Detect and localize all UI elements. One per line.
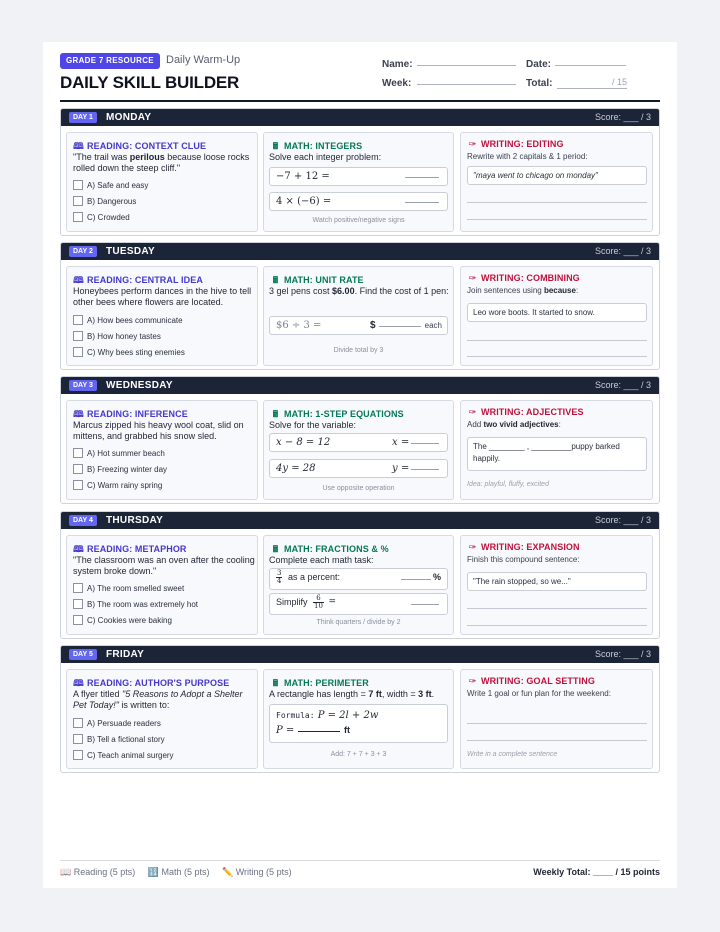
book-icon: 🕮 (73, 409, 84, 419)
answer-line[interactable] (411, 469, 439, 470)
checkbox[interactable] (73, 331, 83, 341)
math-prompt: Solve each integer problem: (269, 152, 382, 162)
day-score: Score: ___ / 3 (594, 515, 651, 525)
legend-writing: ✏️ Writing (5 pts) (222, 867, 292, 877)
answer-option[interactable]: A) Hot summer beach (73, 448, 165, 459)
math-prompt: A rectangle has length = 7 ft, width = 3 ft. (269, 689, 435, 699)
checkbox[interactable] (73, 583, 83, 593)
writing-prompt: Add two vivid adjectives: (467, 420, 561, 429)
writing-line[interactable] (467, 625, 647, 626)
checkbox[interactable] (73, 196, 83, 206)
fraction-three-quarters: 3 4 (277, 569, 282, 586)
answer-line[interactable] (401, 579, 431, 580)
footer-legend (60, 867, 302, 878)
checkbox[interactable] (73, 734, 83, 744)
writing-line[interactable] (467, 202, 647, 203)
week-label: Week: (382, 78, 412, 89)
weekly-total: Weekly Total: ____ / 15 points (533, 867, 660, 877)
day-card-wednesday (60, 376, 660, 504)
header-divider (60, 100, 660, 102)
math-heading: 🖩 MATH: 1-STEP EQUATIONS (270, 407, 404, 423)
calculator-icon: 🖩 (272, 678, 279, 688)
footer-divider (60, 860, 660, 861)
math-problem[interactable]: Formula: P = 2l + 2w P = ft (269, 704, 448, 743)
calculator-icon: 🖩 (272, 275, 279, 285)
week-field[interactable] (417, 84, 516, 85)
reading-prompt: Honeybees perform dances in the hive to tell other bees where flowers are located. (73, 286, 252, 307)
writing-line[interactable] (467, 340, 647, 341)
answer-option[interactable]: C) Teach animal surgery (73, 750, 174, 761)
math-heading: 🖩 MATH: PERIMETER (270, 676, 369, 692)
writing-heading: ✑ WRITING: EDITING (468, 139, 564, 149)
writing-line[interactable] (467, 723, 647, 724)
calculator-icon: 🖩 (272, 141, 279, 151)
day-name: TUESDAY (106, 246, 155, 257)
reading-box (66, 132, 258, 232)
reading-prompt: Marcus zipped his heavy wool coat, slid on mittens, and grabbed his snow sled. (73, 420, 244, 441)
math-heading: 🖩 MATH: INTEGERS (270, 139, 362, 155)
math-hint: Think quarters / divide by 2 (316, 619, 401, 626)
math-prompt: Solve for the variable: (269, 420, 357, 430)
day-score: Score: ___ / 3 (594, 380, 651, 390)
date-field[interactable] (555, 65, 626, 66)
subtitle: Daily Warm-Up (166, 54, 241, 66)
reading-box (66, 535, 258, 635)
checkbox[interactable] (73, 315, 83, 325)
day-chip: DAY 3 (69, 380, 97, 391)
calculator-icon: 🖩 (272, 409, 279, 419)
grade-badge: GRADE 7 RESOURCE (60, 53, 160, 69)
math-problem[interactable]: $6 ÷ 3 = $ each (269, 316, 448, 335)
writing-sample: Leo wore boots. It started to snow. (467, 303, 647, 322)
reading-heading: 🕮 READING: CENTRAL IDEA (73, 273, 203, 289)
total-label: Total: (526, 78, 553, 89)
writing-hint: Idea: playful, fluffy, excited (467, 481, 549, 488)
day-card-friday (60, 645, 660, 773)
writing-heading: ✑ WRITING: GOAL SETTING (468, 676, 595, 686)
day-chip: DAY 1 (69, 112, 97, 123)
date-label: Date: (526, 59, 552, 70)
reading-heading: 🕮 READING: CONTEXT CLUE (73, 139, 206, 155)
day-card-monday (60, 108, 660, 236)
reading-box (66, 266, 258, 366)
worksheet-page (43, 42, 677, 888)
name-field[interactable] (417, 65, 516, 66)
book-icon: 🕮 (73, 678, 84, 688)
writing-prompt: Write 1 goal or fun plan for the weekend: (467, 689, 611, 698)
day-header (61, 109, 659, 126)
day-header (61, 377, 659, 394)
legend-reading: 📖 Reading (5 pts) (60, 867, 136, 877)
answer-option[interactable]: A) Safe and easy (73, 180, 148, 191)
fraction-six-tenths: 6 10 (314, 594, 323, 611)
math-hint: Divide total by 3 (333, 347, 384, 354)
reading-box (66, 400, 258, 500)
day-header (61, 512, 659, 529)
writing-line[interactable] (467, 356, 647, 357)
reading-prompt: "The trail was perilous because loose rocks rolled down the steep cliff." (73, 152, 250, 173)
book-icon: 🕮 (73, 141, 84, 151)
day-card-thursday (60, 511, 660, 639)
answer-option[interactable]: B) Tell a fictional story (73, 734, 165, 745)
answer-line[interactable] (411, 604, 439, 605)
math-problem[interactable]: 3 4 as a percent: % (269, 568, 448, 590)
math-hint: Add: 7 + 7 + 3 + 3 (330, 751, 387, 758)
checkbox[interactable] (73, 718, 83, 728)
day-header (61, 243, 659, 260)
answer-option[interactable]: B) Freezing winter day (73, 464, 167, 475)
math-hint: Use opposite operation (322, 485, 395, 492)
answer-line[interactable] (405, 202, 439, 203)
writing-sample: "The rain stopped, so we..." (467, 572, 647, 591)
writing-prompt: Join sentences using because: (467, 286, 579, 295)
math-problem[interactable]: Simplify 6 10 = (269, 593, 448, 615)
day-name: WEDNESDAY (106, 380, 173, 391)
math-prompt: Complete each math task: (269, 555, 374, 565)
legend-math: 🔢 Math (5 pts) (147, 867, 210, 877)
math-heading: 🖩 MATH: UNIT RATE (270, 273, 364, 289)
day-name: THURSDAY (106, 515, 164, 526)
writing-box (460, 535, 653, 635)
day-score: Score: ___ / 3 (594, 649, 651, 659)
checkbox[interactable] (73, 180, 83, 190)
math-problem[interactable]: −7 + 12 = (269, 167, 448, 186)
tag-icon: ✑ (468, 542, 477, 552)
checkbox[interactable] (73, 750, 83, 760)
day-chip: DAY 5 (69, 649, 97, 660)
day-score: Score: ___ / 3 (594, 112, 651, 122)
answer-option[interactable]: C) Crowded (73, 212, 130, 223)
writing-heading: ✑ WRITING: ADJECTIVES (468, 407, 584, 417)
math-box (263, 400, 454, 500)
day-name: MONDAY (106, 112, 152, 123)
answer-line[interactable] (379, 326, 421, 327)
writing-box (460, 266, 653, 366)
checkbox[interactable] (73, 615, 83, 625)
day-score: Score: ___ / 3 (594, 246, 651, 256)
tag-icon: ✑ (468, 273, 477, 283)
checkbox[interactable] (73, 480, 83, 490)
writing-heading: ✑ WRITING: EXPANSION (468, 542, 580, 552)
day-header (61, 646, 659, 663)
writing-line[interactable] (467, 608, 647, 609)
answer-line[interactable] (411, 443, 439, 444)
reading-prompt: A flyer titled "5 Reasons to Adopt a Shelter Pet Today!" is written to: (73, 689, 243, 710)
math-box (263, 669, 454, 769)
tag-icon: ✑ (468, 407, 477, 417)
writing-heading: ✑ WRITING: COMBINING (468, 273, 580, 283)
answer-option[interactable]: C) Cookies were baking (73, 615, 172, 626)
math-box (263, 132, 454, 232)
writing-sample: "maya went to chicago on monday" (467, 166, 647, 185)
answer-option[interactable]: B) The room was extremely hot (73, 599, 198, 610)
name-label: Name: (382, 59, 413, 70)
reading-heading: 🕮 READING: AUTHOR'S PURPOSE (73, 676, 229, 692)
answer-option[interactable]: C) Why bees sting enemies (73, 347, 185, 358)
book-icon: 🕮 (73, 544, 84, 554)
writing-box (460, 400, 653, 500)
answer-option[interactable]: B) How honey tastes (73, 331, 161, 342)
answer-option[interactable]: A) The room smelled sweet (73, 583, 184, 594)
math-problem[interactable]: 4y = 28 y = (269, 459, 448, 478)
reading-heading: 🕮 READING: INFERENCE (73, 407, 188, 423)
calculator-icon: 🖩 (272, 544, 279, 554)
answer-line[interactable] (405, 177, 439, 178)
checkbox[interactable] (73, 212, 83, 222)
writing-box (460, 669, 653, 769)
checkbox[interactable] (73, 599, 83, 609)
checkbox[interactable] (73, 347, 83, 357)
answer-option[interactable]: C) Warm rainy spring (73, 480, 162, 491)
answer-option[interactable]: A) How bees communicate (73, 315, 183, 326)
checkbox[interactable] (73, 464, 83, 474)
writing-line[interactable] (467, 219, 647, 220)
answer-option[interactable]: B) Dangerous (73, 196, 136, 207)
answer-option[interactable]: A) Persuade readers (73, 718, 161, 729)
writing-line[interactable] (467, 740, 647, 741)
total-field[interactable]: / 15 (557, 77, 627, 89)
math-prompt: 3 gel pens cost $6.00. Find the cost of 1 pen: (269, 286, 449, 296)
book-icon: 🕮 (73, 275, 84, 285)
math-box (263, 535, 454, 635)
writing-sample[interactable]: The ________ , _________puppy barked happily. (467, 437, 647, 471)
tag-icon: ✑ (468, 676, 477, 686)
reading-box (66, 669, 258, 769)
writing-hint: Write in a complete sentence (467, 751, 558, 758)
math-hint: Watch positive/negative signs (312, 217, 405, 224)
day-card-tuesday (60, 242, 660, 370)
day-chip: DAY 4 (69, 515, 97, 526)
math-problem[interactable]: x − 8 = 12 x = (269, 433, 448, 452)
checkbox[interactable] (73, 448, 83, 458)
answer-line[interactable] (298, 731, 340, 732)
writing-prompt: Finish this compound sentence: (467, 555, 580, 564)
reading-heading: 🕮 READING: METAPHOR (73, 542, 187, 558)
math-box (263, 266, 454, 366)
math-problem[interactable]: 4 × (−6) = (269, 192, 448, 211)
tag-icon: ✑ (468, 139, 477, 149)
day-chip: DAY 2 (69, 246, 97, 257)
writing-box (460, 132, 653, 232)
writing-prompt: Rewrite with 2 capitals & 1 period: (467, 152, 588, 161)
day-name: FRIDAY (106, 649, 145, 660)
math-heading: 🖩 MATH: FRACTIONS & % (270, 542, 389, 558)
reading-prompt: "The classroom was an oven after the cooling system broke down." (73, 555, 255, 576)
page-title: DAILY SKILL BUILDER (60, 73, 240, 92)
